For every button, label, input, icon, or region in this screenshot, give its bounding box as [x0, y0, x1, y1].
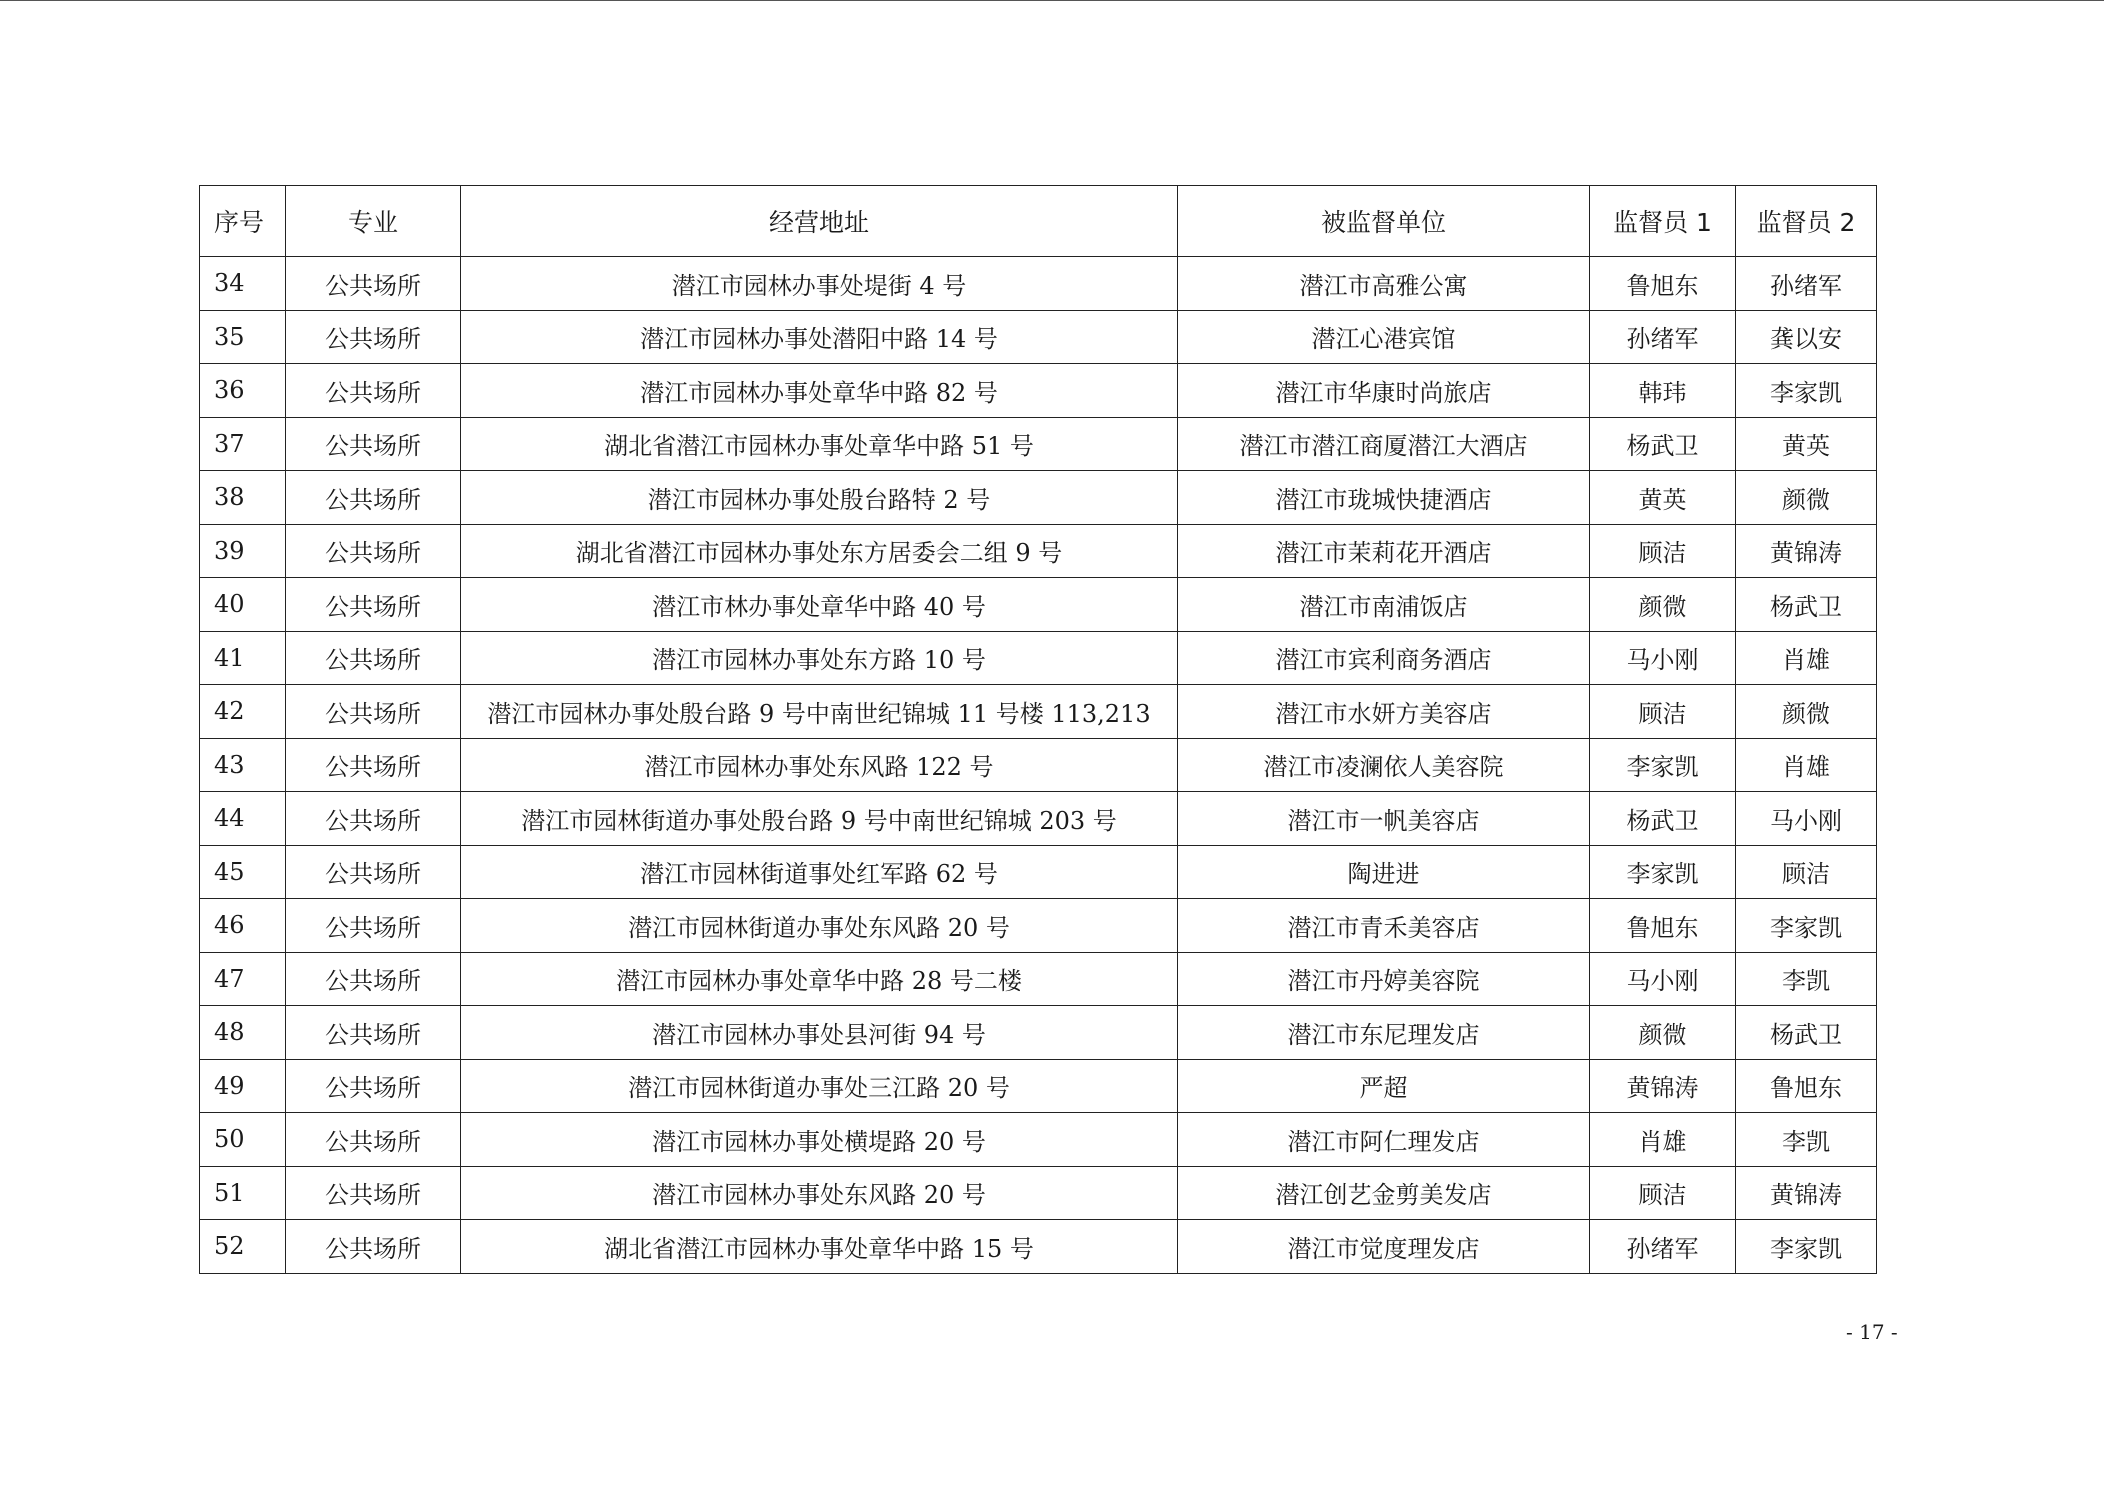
- cell-serial: 44: [200, 792, 286, 846]
- table-row: [200, 417, 1877, 471]
- cell-supervised-unit: 潜江市华康时尚旅店: [1178, 364, 1590, 418]
- cell-supervisor-1: 颜微: [1590, 1006, 1736, 1060]
- cell-specialty: 公共场所: [286, 738, 461, 792]
- supervision-table-container: [199, 185, 1876, 1274]
- table-row: [200, 524, 1877, 578]
- cell-specialty: 公共场所: [286, 1059, 461, 1113]
- page-top-border: [0, 0, 2104, 1]
- cell-supervisor-2: 李家凯: [1736, 899, 1877, 953]
- cell-supervisor-1: 孙绪军: [1590, 310, 1736, 364]
- table-row: [200, 845, 1877, 899]
- cell-serial: 38: [200, 471, 286, 525]
- cell-address: 潜江市园林办事处县河街 94 号: [461, 1006, 1178, 1060]
- cell-serial: 51: [200, 1166, 286, 1220]
- table-row: [200, 899, 1877, 953]
- cell-serial: 35: [200, 310, 286, 364]
- cell-supervised-unit: 潜江创艺金剪美发店: [1178, 1166, 1590, 1220]
- cell-supervised-unit: 潜江市凌澜依人美容院: [1178, 738, 1590, 792]
- cell-serial: 43: [200, 738, 286, 792]
- cell-supervised-unit: 潜江市青禾美容店: [1178, 899, 1590, 953]
- cell-supervisor-1: 顾洁: [1590, 524, 1736, 578]
- cell-supervisor-1: 鲁旭东: [1590, 899, 1736, 953]
- cell-serial: 45: [200, 845, 286, 899]
- cell-supervisor-2: 顾洁: [1736, 845, 1877, 899]
- cell-supervised-unit: 潜江市觉度理发店: [1178, 1220, 1590, 1274]
- table-row: [200, 1006, 1877, 1060]
- cell-supervised-unit: 潜江市丹婷美容院: [1178, 952, 1590, 1006]
- cell-serial: 47: [200, 952, 286, 1006]
- column-header-serial: 序号: [200, 186, 286, 257]
- cell-supervisor-2: 黄锦涛: [1736, 524, 1877, 578]
- cell-specialty: 公共场所: [286, 1166, 461, 1220]
- cell-address: 潜江市园林街道事处红军路 62 号: [461, 845, 1178, 899]
- table-row: [200, 471, 1877, 525]
- cell-supervisor-2: 肖雄: [1736, 631, 1877, 685]
- column-header-supervisor-1: 监督员 1: [1590, 186, 1736, 257]
- cell-supervisor-1: 黄锦涛: [1590, 1059, 1736, 1113]
- cell-address: 潜江市园林办事处章华中路 82 号: [461, 364, 1178, 418]
- cell-address: 湖北省潜江市园林办事处章华中路 15 号: [461, 1220, 1178, 1274]
- cell-supervisor-2: 马小刚: [1736, 792, 1877, 846]
- cell-specialty: 公共场所: [286, 257, 461, 311]
- cell-serial: 36: [200, 364, 286, 418]
- cell-supervised-unit: 潜江市潜江商厦潜江大酒店: [1178, 417, 1590, 471]
- cell-serial: 49: [200, 1059, 286, 1113]
- cell-address: 潜江市园林办事处潜阳中路 14 号: [461, 310, 1178, 364]
- cell-specialty: 公共场所: [286, 792, 461, 846]
- cell-serial: 40: [200, 578, 286, 632]
- cell-specialty: 公共场所: [286, 1006, 461, 1060]
- cell-supervisor-1: 顾洁: [1590, 685, 1736, 739]
- table-row: [200, 685, 1877, 739]
- cell-serial: 39: [200, 524, 286, 578]
- cell-specialty: 公共场所: [286, 310, 461, 364]
- cell-supervised-unit: 潜江市一帆美容店: [1178, 792, 1590, 846]
- cell-supervised-unit: 潜江心港宾馆: [1178, 310, 1590, 364]
- cell-address: 潜江市林办事处章华中路 40 号: [461, 578, 1178, 632]
- cell-supervisor-1: 马小刚: [1590, 631, 1736, 685]
- cell-specialty: 公共场所: [286, 524, 461, 578]
- cell-address: 湖北省潜江市园林办事处东方居委会二组 9 号: [461, 524, 1178, 578]
- cell-serial: 34: [200, 257, 286, 311]
- table-row: [200, 631, 1877, 685]
- cell-supervised-unit: 潜江市珑城快捷酒店: [1178, 471, 1590, 525]
- table-row: [200, 1166, 1877, 1220]
- table-row: [200, 1113, 1877, 1167]
- supervision-table: [199, 185, 1877, 1274]
- cell-specialty: 公共场所: [286, 952, 461, 1006]
- cell-serial: 37: [200, 417, 286, 471]
- cell-address: 潜江市园林办事处殷台路特 2 号: [461, 471, 1178, 525]
- table-row: [200, 257, 1877, 311]
- cell-supervisor-1: 鲁旭东: [1590, 257, 1736, 311]
- cell-supervisor-1: 颜微: [1590, 578, 1736, 632]
- cell-supervised-unit: 潜江市阿仁理发店: [1178, 1113, 1590, 1167]
- cell-specialty: 公共场所: [286, 471, 461, 525]
- table-row: [200, 738, 1877, 792]
- cell-supervisor-2: 李凯: [1736, 952, 1877, 1006]
- cell-supervisor-2: 鲁旭东: [1736, 1059, 1877, 1113]
- cell-supervised-unit: 潜江市宾利商务酒店: [1178, 631, 1590, 685]
- cell-address: 潜江市园林街道办事处东风路 20 号: [461, 899, 1178, 953]
- cell-supervisor-2: 杨武卫: [1736, 1006, 1877, 1060]
- cell-specialty: 公共场所: [286, 685, 461, 739]
- column-header-specialty: 专业: [286, 186, 461, 257]
- cell-supervisor-2: 颜微: [1736, 471, 1877, 525]
- cell-supervisor-2: 颜微: [1736, 685, 1877, 739]
- cell-address: 潜江市园林办事处东方路 10 号: [461, 631, 1178, 685]
- cell-specialty: 公共场所: [286, 364, 461, 418]
- cell-supervised-unit: 潜江市高雅公寓: [1178, 257, 1590, 311]
- column-header-supervisor-2: 监督员 2: [1736, 186, 1877, 257]
- cell-specialty: 公共场所: [286, 578, 461, 632]
- cell-supervisor-2: 龚以安: [1736, 310, 1877, 364]
- cell-address: 湖北省潜江市园林办事处章华中路 51 号: [461, 417, 1178, 471]
- cell-address: 潜江市园林街道办事处三江路 20 号: [461, 1059, 1178, 1113]
- cell-supervisor-2: 李凯: [1736, 1113, 1877, 1167]
- cell-address: 潜江市园林办事处东风路 20 号: [461, 1166, 1178, 1220]
- cell-supervisor-2: 李家凯: [1736, 1220, 1877, 1274]
- column-header-supervised-unit: 被监督单位: [1178, 186, 1590, 257]
- page-number: - 17 -: [1846, 1320, 1898, 1344]
- cell-supervisor-1: 马小刚: [1590, 952, 1736, 1006]
- table-row: [200, 364, 1877, 418]
- cell-supervisor-1: 顾洁: [1590, 1166, 1736, 1220]
- cell-supervisor-2: 黄锦涛: [1736, 1166, 1877, 1220]
- cell-supervisor-1: 黄英: [1590, 471, 1736, 525]
- table-row: [200, 952, 1877, 1006]
- cell-supervisor-1: 肖雄: [1590, 1113, 1736, 1167]
- table-row: [200, 1059, 1877, 1113]
- cell-address: 潜江市园林办事处堤街 4 号: [461, 257, 1178, 311]
- cell-address: 潜江市园林办事处章华中路 28 号二楼: [461, 952, 1178, 1006]
- cell-supervisor-2: 黄英: [1736, 417, 1877, 471]
- cell-supervisor-2: 杨武卫: [1736, 578, 1877, 632]
- cell-serial: 50: [200, 1113, 286, 1167]
- cell-supervisor-2: 李家凯: [1736, 364, 1877, 418]
- cell-serial: 52: [200, 1220, 286, 1274]
- table-row: [200, 578, 1877, 632]
- cell-specialty: 公共场所: [286, 631, 461, 685]
- cell-supervisor-2: 肖雄: [1736, 738, 1877, 792]
- cell-supervised-unit: 陶进进: [1178, 845, 1590, 899]
- cell-specialty: 公共场所: [286, 1220, 461, 1274]
- cell-supervised-unit: 潜江市东尼理发店: [1178, 1006, 1590, 1060]
- cell-supervised-unit: 潜江市茉莉花开酒店: [1178, 524, 1590, 578]
- cell-address: 潜江市园林办事处横堤路 20 号: [461, 1113, 1178, 1167]
- table-body: [200, 257, 1877, 1274]
- cell-supervised-unit: 严超: [1178, 1059, 1590, 1113]
- cell-address: 潜江市园林街道办事处殷台路 9 号中南世纪锦城 203 号: [461, 792, 1178, 846]
- cell-specialty: 公共场所: [286, 417, 461, 471]
- cell-supervised-unit: 潜江市南浦饭店: [1178, 578, 1590, 632]
- cell-supervisor-1: 杨武卫: [1590, 792, 1736, 846]
- cell-supervisor-2: 孙绪军: [1736, 257, 1877, 311]
- cell-address: 潜江市园林办事处东风路 122 号: [461, 738, 1178, 792]
- cell-address: 潜江市园林办事处殷台路 9 号中南世纪锦城 11 号楼 113,213: [461, 685, 1178, 739]
- cell-specialty: 公共场所: [286, 899, 461, 953]
- cell-supervised-unit: 潜江市水妍方美容店: [1178, 685, 1590, 739]
- cell-supervisor-1: 李家凯: [1590, 738, 1736, 792]
- cell-serial: 46: [200, 899, 286, 953]
- cell-serial: 48: [200, 1006, 286, 1060]
- table-header: [200, 186, 1877, 257]
- column-header-address: 经营地址: [461, 186, 1178, 257]
- table-row: [200, 1220, 1877, 1274]
- header-row: [200, 186, 1877, 257]
- cell-serial: 42: [200, 685, 286, 739]
- table-row: [200, 792, 1877, 846]
- cell-supervisor-1: 李家凯: [1590, 845, 1736, 899]
- cell-specialty: 公共场所: [286, 1113, 461, 1167]
- cell-supervisor-1: 杨武卫: [1590, 417, 1736, 471]
- cell-supervisor-1: 韩玮: [1590, 364, 1736, 418]
- table-row: [200, 310, 1877, 364]
- cell-specialty: 公共场所: [286, 845, 461, 899]
- cell-serial: 41: [200, 631, 286, 685]
- cell-supervisor-1: 孙绪军: [1590, 1220, 1736, 1274]
